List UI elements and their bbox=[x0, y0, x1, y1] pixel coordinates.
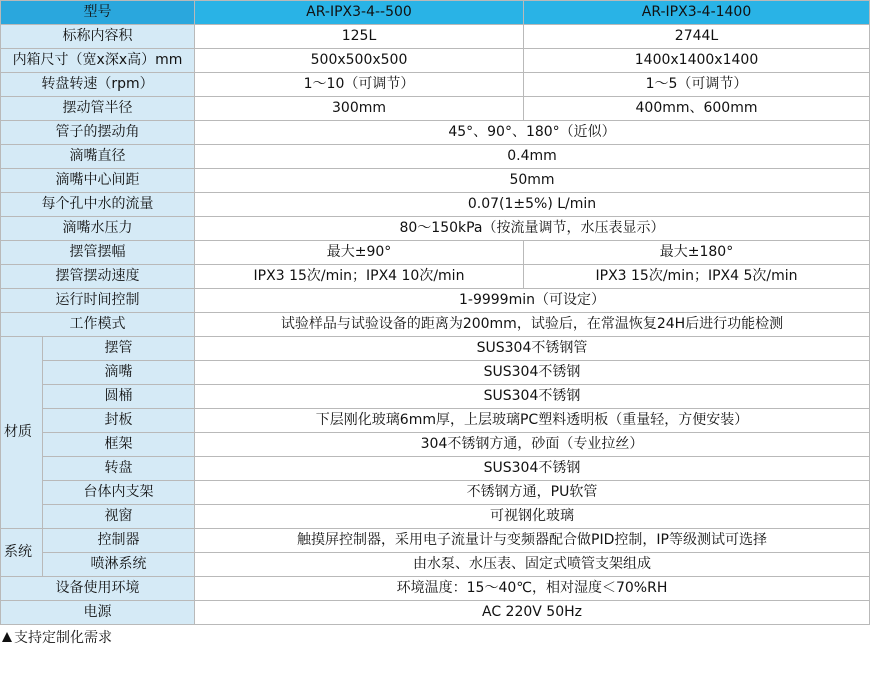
row-swing-amplitude bbox=[1, 241, 870, 265]
row-material-drum bbox=[1, 385, 870, 409]
value-shared: 1-9999min（可设定） bbox=[195, 289, 870, 313]
row-material-turntable bbox=[1, 457, 870, 481]
row-material-inner-bracket bbox=[1, 481, 870, 505]
footer-note bbox=[0, 629, 870, 647]
model-a-header: AR-IPX3-4--500 bbox=[195, 1, 524, 25]
row-swing-angle bbox=[1, 121, 870, 145]
row-label: 摆管 bbox=[43, 337, 195, 361]
row-label: 滴嘴中心间距 bbox=[1, 169, 195, 193]
row-label: 控制器 bbox=[43, 529, 195, 553]
row-label: 每个孔中水的流量 bbox=[1, 193, 195, 217]
value-shared: 304不锈钢方通，砂面（专业拉丝） bbox=[195, 433, 870, 457]
row-label: 转盘 bbox=[43, 457, 195, 481]
value-shared: 0.4mm bbox=[195, 145, 870, 169]
row-material-window bbox=[1, 505, 870, 529]
value-shared: 环境温度：15～40℃，相对湿度＜70%RH bbox=[195, 577, 870, 601]
row-inner-size bbox=[1, 49, 870, 73]
row-swing-speed bbox=[1, 265, 870, 289]
row-material-nozzle bbox=[1, 361, 870, 385]
value-shared: SUS304不锈钢管 bbox=[195, 337, 870, 361]
row-label: 转盘转速（rpm） bbox=[1, 73, 195, 97]
value-model-a: 125L bbox=[195, 25, 524, 49]
triangle-up-icon bbox=[2, 632, 12, 642]
value-shared: 可视钢化玻璃 bbox=[195, 505, 870, 529]
value-model-b: 最大±180° bbox=[524, 241, 870, 265]
value-shared: SUS304不锈钢 bbox=[195, 457, 870, 481]
footer-note-text: 支持定制化需求 bbox=[14, 630, 112, 646]
value-shared: 50mm bbox=[195, 169, 870, 193]
row-power bbox=[1, 601, 870, 625]
value-shared: 不锈钢方通，PU软管 bbox=[195, 481, 870, 505]
value-model-b: 1400x1400x1400 bbox=[524, 49, 870, 73]
header-row bbox=[1, 1, 870, 25]
value-shared: SUS304不锈钢 bbox=[195, 361, 870, 385]
material-group-label: 材质 bbox=[1, 337, 43, 529]
row-label: 摆管摆幅 bbox=[1, 241, 195, 265]
value-model-a: 300mm bbox=[195, 97, 524, 121]
row-turntable-speed bbox=[1, 73, 870, 97]
value-shared: AC 220V 50Hz bbox=[195, 601, 870, 625]
model-header-label: 型号 bbox=[1, 1, 195, 25]
row-label: 标称内容积 bbox=[1, 25, 195, 49]
value-shared: 由水泵、水压表、固定式喷管支架组成 bbox=[195, 553, 870, 577]
row-label: 工作模式 bbox=[1, 313, 195, 337]
value-model-a: 1～10（可调节） bbox=[195, 73, 524, 97]
row-label: 喷淋系统 bbox=[43, 553, 195, 577]
row-label: 摆动管半径 bbox=[1, 97, 195, 121]
value-shared: 触摸屏控制器，采用电子流量计与变频器配合做PID控制，IP等级测试可选择 bbox=[195, 529, 870, 553]
value-model-b: 2744L bbox=[524, 25, 870, 49]
row-label: 封板 bbox=[43, 409, 195, 433]
row-label: 滴嘴 bbox=[43, 361, 195, 385]
row-label: 圆桶 bbox=[43, 385, 195, 409]
value-model-b: 1～5（可调节） bbox=[524, 73, 870, 97]
value-shared: SUS304不锈钢 bbox=[195, 385, 870, 409]
row-label: 框架 bbox=[43, 433, 195, 457]
row-nominal-volume bbox=[1, 25, 870, 49]
row-nozzle-diameter bbox=[1, 145, 870, 169]
value-model-a: 500x500x500 bbox=[195, 49, 524, 73]
model-b-header: AR-IPX3-4-1400 bbox=[524, 1, 870, 25]
row-label: 滴嘴水压力 bbox=[1, 217, 195, 241]
row-material-swing-pipe bbox=[1, 337, 870, 361]
row-environment bbox=[1, 577, 870, 601]
row-label: 内箱尺寸（宽x深x高）mm bbox=[1, 49, 195, 73]
value-shared: 0.07(1±5%) L/min bbox=[195, 193, 870, 217]
row-label: 视窗 bbox=[43, 505, 195, 529]
value-shared: 45°、90°、180°（近似） bbox=[195, 121, 870, 145]
row-run-time bbox=[1, 289, 870, 313]
value-shared: 80～150kPa（按流量调节，水压表显示） bbox=[195, 217, 870, 241]
row-label: 滴嘴直径 bbox=[1, 145, 195, 169]
row-system-spray bbox=[1, 553, 870, 577]
row-swing-radius bbox=[1, 97, 870, 121]
value-model-a: IPX3 15次/min；IPX4 10次/min bbox=[195, 265, 524, 289]
row-label: 摆管摆动速度 bbox=[1, 265, 195, 289]
row-material-frame bbox=[1, 433, 870, 457]
row-hole-flow bbox=[1, 193, 870, 217]
row-material-seal-plate bbox=[1, 409, 870, 433]
row-nozzle-spacing bbox=[1, 169, 870, 193]
row-work-mode bbox=[1, 313, 870, 337]
row-label: 运行时间控制 bbox=[1, 289, 195, 313]
row-label: 管子的摆动角 bbox=[1, 121, 195, 145]
value-model-a: 最大±90° bbox=[195, 241, 524, 265]
value-model-b: IPX3 15次/min；IPX4 5次/min bbox=[524, 265, 870, 289]
row-system-controller bbox=[1, 529, 870, 553]
row-label: 设备使用环境 bbox=[1, 577, 195, 601]
value-model-b: 400mm、600mm bbox=[524, 97, 870, 121]
value-shared: 下层刚化玻璃6mm厚，上层玻璃PC塑料透明板（重量轻，方便安装） bbox=[195, 409, 870, 433]
value-shared: 试验样品与试验设备的距离为200mm，试验后，在常温恢复24H后进行功能检测 bbox=[195, 313, 870, 337]
row-label: 台体内支架 bbox=[43, 481, 195, 505]
row-nozzle-pressure bbox=[1, 217, 870, 241]
row-label: 电源 bbox=[1, 601, 195, 625]
system-group-label: 系统 bbox=[1, 529, 43, 577]
